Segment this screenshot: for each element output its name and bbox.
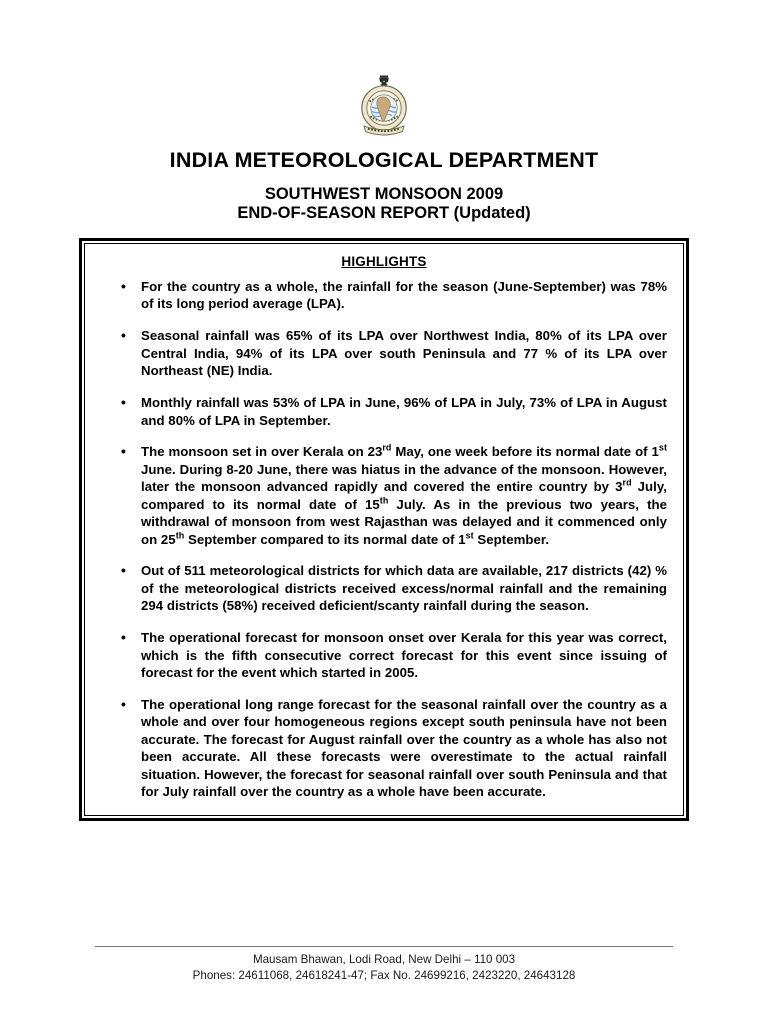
ordinal-suffix: th xyxy=(379,495,389,506)
imd-seal-icon xyxy=(353,74,415,140)
highlight-bullet-regional-seasonal-rainfall: • Seasonal rainfall was 65% of its LPA over Northwest India, 80% of its LPA over Central India, 94% of its LPA over south Peninsula and 77 % of its LPA over Northeast (NE) India. xyxy=(101,327,667,379)
highlight-bullet-long-range-forecast-accuracy: • The operational long range forecast for the seasonal rainfall over the country as a whole and over four homogeneous regions except south peninsula have not been accurate. The forecast for August rainfall over the country as a whole has also not been accurate. All these forecasts were overestimate to the actual rainfall situation. However, the forecast for seasonal rainfall over south Peninsula and that for July rainfall over the country as a whole have been accurate. xyxy=(101,696,667,801)
emblem-container xyxy=(0,74,768,140)
footer-contact: Phones: 24611068, 24618241-47; Fax No. 24699216, 2423220, 24643128 xyxy=(192,968,576,982)
ordinal-suffix: th xyxy=(175,530,185,541)
report-title-line2: END-OF-SEASON REPORT (Updated) xyxy=(237,204,531,222)
highlights-heading: HIGHLIGHTS xyxy=(341,254,427,269)
highlights-box xyxy=(79,238,689,821)
ordinal-suffix: rd xyxy=(382,443,392,454)
highlight-bullet-district-rainfall-distribution: • Out of 511 meteorological districts for which data are available, 217 districts (42) % of the meteorological districts received excess/normal rainfall and the remaining 294 districts (58%) received deficient/scanty rainfall during the season. xyxy=(101,562,667,614)
highlights-bullet-list xyxy=(101,278,667,801)
report-title-line1: SOUTHWEST MONSOON 2009 xyxy=(264,185,504,203)
highlight-bullet-kerala-onset-forecast-accuracy: • The operational forecast for monsoon onset over Kerala for this year was correct, which is the fifth consecutive correct forecast for this event since issuing of forecast for the event which started in 2005. xyxy=(101,629,667,681)
ordinal-suffix: st xyxy=(658,443,667,454)
page-footer xyxy=(95,946,673,983)
ashoka-lion-capital-icon xyxy=(379,76,389,86)
highlight-bullet-monthly-rainfall: • Monthly rainfall was 53% of LPA in June, 96% of LPA in July, 73% of LPA in August and 80% of LPA in September. xyxy=(101,394,667,429)
ordinal-suffix: rd xyxy=(622,477,632,488)
highlight-bullet-country-seasonal-rainfall: • For the country as a whole, the rainfall for the season (June-September) was 78% of its long period average (LPA). xyxy=(101,278,667,313)
footer-divider xyxy=(95,946,673,947)
page-title-department: INDIA METEOROLOGICAL DEPARTMENT xyxy=(169,148,599,172)
footer-address: Mausam Bhawan, Lodi Road, New Delhi – 110 003 xyxy=(252,953,516,966)
highlights-box-inner xyxy=(84,243,684,816)
ordinal-suffix: st xyxy=(465,530,474,541)
highlight-bullet-monsoon-onset-and-withdrawal: • The monsoon set in over Kerala on 23rd May, one week before its normal date of 1st June. During 8-20 June, there was hiatus in the advance of the monsoon. However, later the monsoon advanced rapidly and covered the entire country by 3rd July, compared to its normal date of 15th July. As in the previous two years, the withdrawal of monsoon from west Rajasthan was delayed and it commenced only on 25th September compared to its normal date of 1st September. xyxy=(101,443,667,548)
